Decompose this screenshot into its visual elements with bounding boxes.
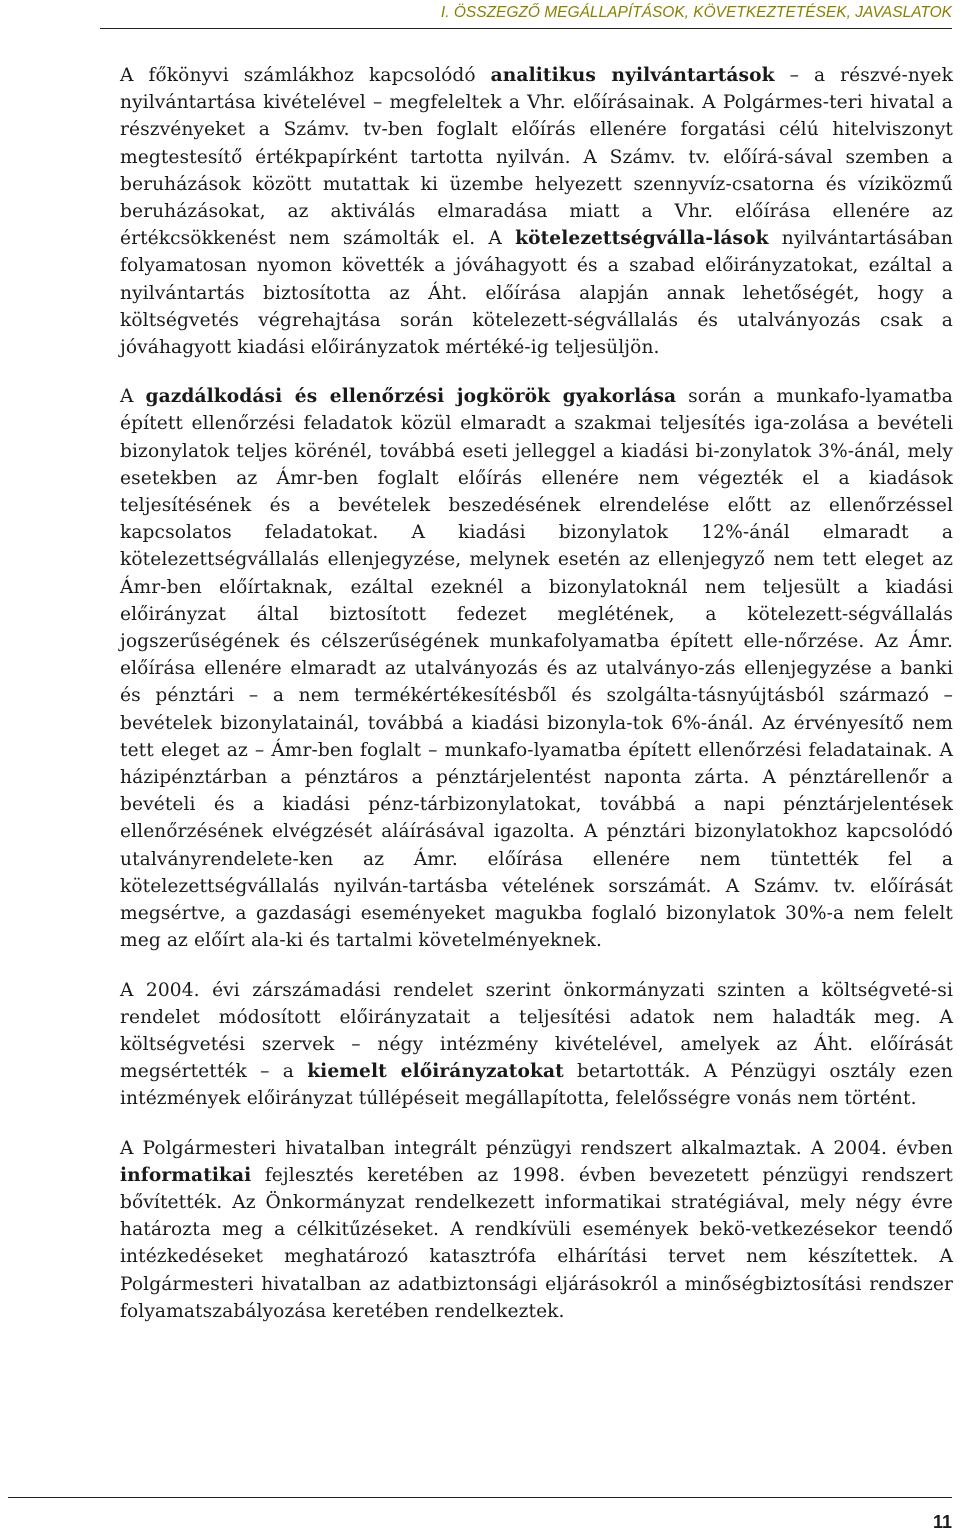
document-body (120, 62, 953, 1347)
text-segment: A főkönyvi számlákhoz kapcsolódó (120, 65, 491, 86)
paragraph-analytic-records (120, 62, 953, 361)
bold-term: gazdálkodási és ellenőrzési jogkörök gyakorlása (145, 386, 677, 408)
text-segment: A 2004. évi zárszámadási rendelet szerint önkormányzati szinten a költségveté-si rendelet módosított előirányzatait a teljesítési adatok nem haladták meg. A költségvetési szervek – négy intézmény kivételével, amelyek az Áht. előírását megsértették – a (120, 979, 953, 1083)
running-header (100, 0, 952, 29)
text-segment: során a munkafo-lyamatba épített ellenőrzési feladatok közül elmaradt a szakmai teljesítés iga-zolása a bevételi bizonylatok teljes körénél, továbbá eseti jelleggel a kiadási bi-zonylatok 3%-ánál, mely esetekben az Ámr-ben foglalt előírás ellenére nem végezték el a kiadások teljesítésének és a bevételek beszedésének elrendelése előtt az ellenőrzéssel kapcsolatos feladatokat. A kiadási bizonylatok 12%-ánál elmaradt a kötelezettségvállalás ellenjegyzése, melynek esetén az ellenjegyző nem tett eleget az Ámr-ben előírtaknak, ezáltal ezeknél a bizonylatoknál nem teljesült a kiadási előirányzat által biztosított fedezet meglétének, a kötelezett-ségvállalás jogszerűségének és célszerűségének munkafolyamatba épített elle-nőrzése. Az Ámr. előírása ellenére elmaradt az utalványozás és az utalványo-zás ellenjegyzése a banki és pénztári – a nem termékértékesítésből és szolgálta-tásnyújtásból származó – bevételek bizonylatainál, továbbá a kiadási bizonyla-tok 6%-ánál. Az érvényesítő nem tett eleget az – Ámr-ben foglalt – munkafo-lyamatba épített ellenőrzési feladatainak. A házipénztárban a pénztáros a pénztárjelentést naponta zárta. A pénztárellenőr a bevételi és a kiadási pénz-tárbizonylatokat, továbbá a napi pénztárjelentések ellenőrzésének elvégzését aláírásával igazolta. A pénztári bizonylatokhoz kapcsolódó utalványrendelete-ken az Ámr. előírása ellenére nem tüntették fel a kötelezettségvállalás nyilván-tartásba vételének sorszámát. A Számv. tv. előírását megsértve, a gazdasági eseményeket magukba foglaló bizonylatok 30%-a nem felelt meg az előírt ala-ki és tartalmi követelményeknek. (120, 386, 953, 952)
text-segment: – a részvé-nyek nyilvántartása kivételével – megfeleltek a Vhr. előírásainak. A Polgármes-teri hivatal a részvényeket a Számv. tv-ben foglalt előírás ellenére forgatási célú hitelviszonyt megtestesítő értékpapírként tartotta nyilván. A Számv. tv. előírá-sával szemben a beruházások között mutattak ki üzembe helyezett szennyvíz-csatorna és víziközmű beruházásokat, az aktiválás elmaradása miatt a Vhr. előírása ellenére az értékcsökkenést nem számolták el. A (120, 65, 953, 250)
paragraph-closing-accounts (120, 977, 953, 1113)
text-segment: A (120, 386, 146, 408)
bold-term: informatikai (120, 1164, 252, 1186)
paragraph-management-control (120, 383, 953, 954)
text-segment: nyilvántartásában folyamatosan nyomon követték a jóváhagyott és a szabad előirányzatokat, ezáltal a nyilvántartás biztosította az Áht. előírása alapján annak lehetőségét, hogy a költségvetés végrehajtása során kötelezett-ségvállalás és utalványozás csak a jóváhagyott kiadási előirányzatok mértéké-ig teljesüljön. (120, 228, 953, 359)
bold-term: analitikus nyilvántartások (490, 65, 775, 86)
footer-divider (8, 1497, 952, 1498)
page-number: 11 (932, 1512, 952, 1532)
text-segment: betartották. A Pénzügyi osztály ezen intézmények előirányzat túllépéseit megállapította, felelősségre vonás nem történt. (120, 1061, 953, 1110)
paragraph-informatics (120, 1135, 953, 1325)
bold-term: kötelezettségválla-lások (515, 228, 769, 250)
bold-term: kiemelt előirányzatokat (307, 1061, 564, 1083)
text-segment: A Polgármesteri hivatalban integrált pénzügyi rendszert alkalmaztak. A 2004. évben (120, 1137, 953, 1159)
chapter-title: I. ÖSSZEGZŐ MEGÁLLAPÍTÁSOK, KÖVETKEZTETÉSEK, JAVASLATOK (440, 4, 952, 21)
text-segment: fejlesztés keretében az 1998. évben bevezetett pénzügyi rendszert bővítették. Az Önkormányzat rendelkezett informatikai stratégiával, mely négy évre határozta meg a célkitűzéseket. A rendkívüli események bekö-vetkezésekor teendő intézkedéseket meghatározó katasztrófa elhárítási tervet nem készítettek. A Polgármesteri hivatalban az adatbiztonsági eljárásokról a minőségbiztosítási rendszer folyamatszabályozása keretében rendelkeztek. (120, 1164, 953, 1322)
